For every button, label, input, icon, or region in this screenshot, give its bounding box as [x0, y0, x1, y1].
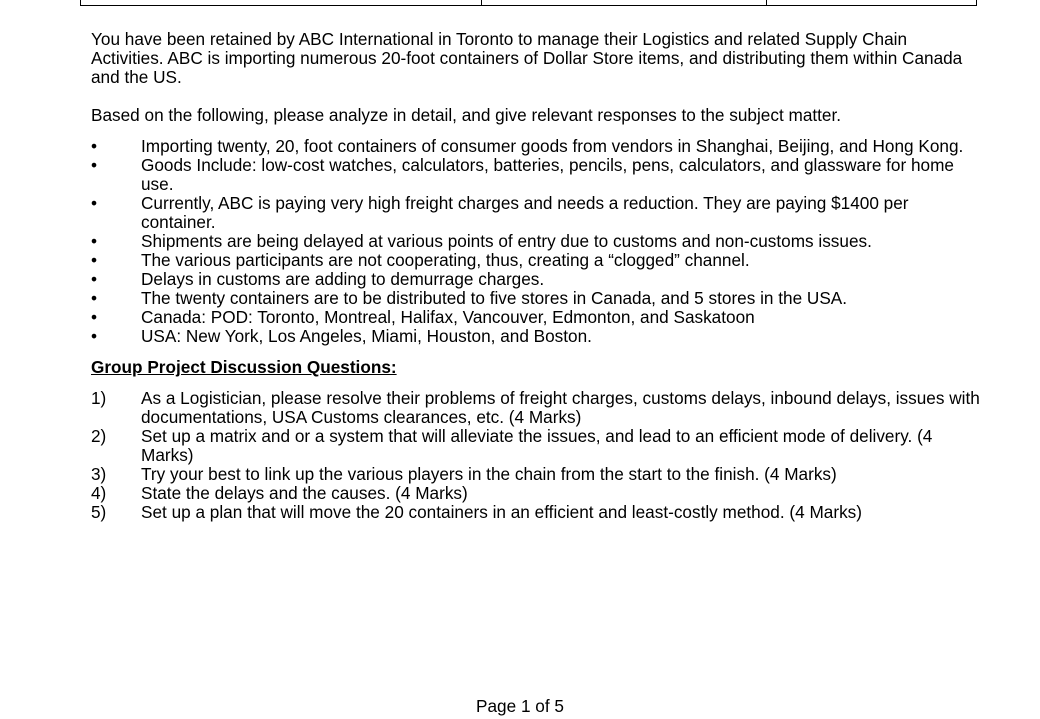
document-body	[91, 30, 981, 522]
question-number: 4)	[91, 483, 107, 503]
intro-paragraph: You have been retained by ABC International in Toronto to manage their Logistics and related Supply Chain Activities. ABC is importing numerous 20-foot containers of Dollar Store items, and distributing them within Canada and the US.	[91, 29, 963, 87]
header-table-remnant	[80, 0, 977, 6]
question-text: As a Logistician, please resolve their problems of freight charges, customs delays, inbound delays, issues with documentations, USA Customs clearances, etc. (4 Marks)	[141, 388, 980, 427]
question-number: 5)	[91, 502, 107, 522]
question-number: 1)	[91, 388, 107, 408]
question-item	[91, 465, 981, 484]
question-item	[91, 484, 981, 503]
question-item	[91, 427, 981, 465]
list-item: • Currently, ABC is paying very high freight charges and needs a reduction. They are paying $1400 per container.	[91, 193, 909, 232]
question-text: State the delays and the causes. (4 Marks)	[141, 483, 468, 503]
scenario-bullet-list	[91, 137, 981, 346]
question-text: Try your best to link up the various players in the chain from the start to the finish. (4 Marks)	[141, 464, 837, 484]
bullet-icon: •	[91, 231, 98, 251]
list-item: • The twenty containers are to be distributed to five stores in Canada, and 5 stores in the USA.	[91, 288, 848, 308]
list-item: • Canada: POD: Toronto, Montreal, Halifax, Vancouver, Edmonton, and Saskatoon	[91, 307, 755, 327]
discussion-questions-list	[91, 389, 981, 522]
list-item: • Goods Include: low-cost watches, calculators, batteries, pencils, pens, calculators, and glassware for home use.	[91, 155, 954, 194]
question-item	[91, 389, 981, 427]
bullet-icon: •	[91, 193, 98, 213]
list-item: • The various participants are not cooperating, thus, creating a “clogged” channel.	[91, 250, 750, 270]
list-item: • USA: New York, Los Angeles, Miami, Houston, and Boston.	[91, 326, 592, 346]
list-item: • Shipments are being delayed at various points of entry due to customs and non-customs issues.	[91, 231, 872, 251]
question-number: 3)	[91, 464, 107, 484]
question-number: 2)	[91, 426, 107, 446]
table-column-divider	[766, 0, 767, 5]
table-column-divider	[481, 0, 482, 5]
bullet-icon: •	[91, 326, 98, 346]
bullet-icon: •	[91, 269, 98, 289]
bullet-icon: •	[91, 250, 98, 270]
page-footer: Page 1 of 5	[476, 696, 564, 716]
question-text: Set up a plan that will move the 20 containers in an efficient and least-costly method. (4 Marks)	[141, 502, 862, 522]
section-heading: Group Project Discussion Questions:	[91, 357, 397, 377]
list-item: • Importing twenty, 20, foot containers of consumer goods from vendors in Shanghai, Beijing, and Hong Kong.	[91, 136, 964, 156]
question-item	[91, 503, 981, 522]
bullet-icon: •	[91, 155, 98, 175]
bullet-icon: •	[91, 288, 98, 308]
bullet-icon: •	[91, 307, 98, 327]
list-item: • Delays in customs are adding to demurrage charges.	[91, 269, 545, 289]
bullet-icon: •	[91, 136, 98, 156]
prompt-paragraph: Based on the following, please analyze in detail, and give relevant responses to the subject matter.	[91, 105, 842, 125]
question-text: Set up a matrix and or a system that will alleviate the issues, and lead to an efficient mode of delivery. (4 Marks)	[141, 426, 933, 465]
